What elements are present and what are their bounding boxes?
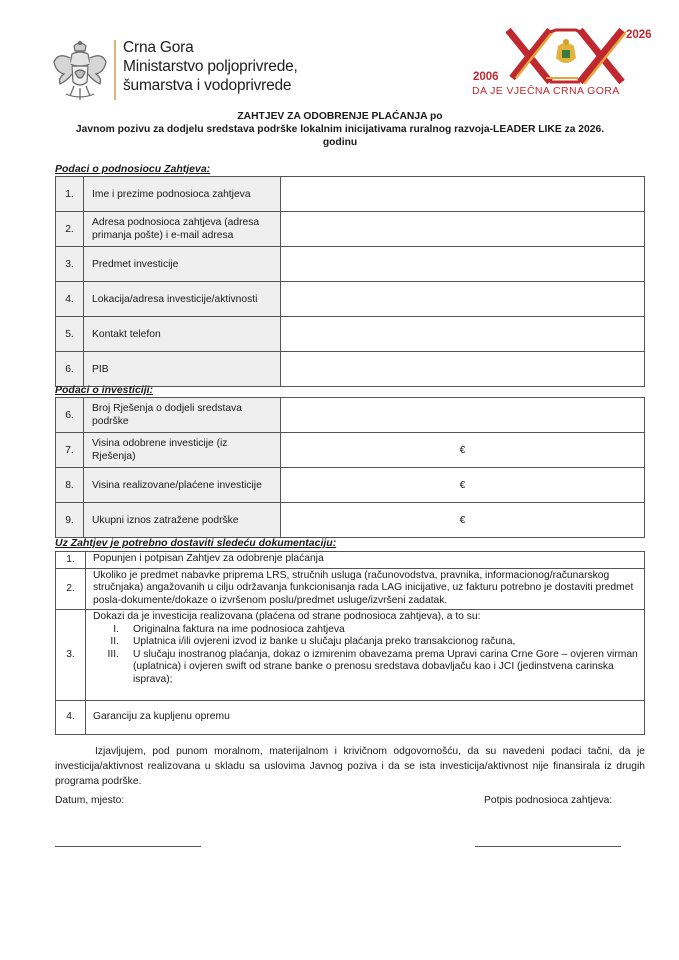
item-text: Dokazi da je investicija realizovana (plaćena od strane podnosioca zahtjeva), a to su: xyxy=(93,611,481,622)
ministry-line-name-cont: šumarstva i vodoprivrede xyxy=(123,77,292,94)
subitem-number: II. xyxy=(110,636,119,647)
anniversary-motto: DA JE VJEČNA CRNA GORA xyxy=(472,85,620,97)
pib-field[interactable] xyxy=(281,352,645,387)
applicant-table xyxy=(55,176,645,387)
declaration-paragraph xyxy=(55,744,645,789)
table-row xyxy=(56,317,645,352)
item-number: 2. xyxy=(56,568,86,610)
ministry-line-country: Crna Gora xyxy=(123,39,194,56)
subitem-number: I. xyxy=(113,623,119,635)
applicant-name-field[interactable] xyxy=(281,177,645,212)
row-label: Lokacija/adresa investicije/aktivnosti xyxy=(84,282,281,317)
contact-phone-field[interactable] xyxy=(281,317,645,352)
item-number: 3. xyxy=(56,610,86,701)
decision-number-field[interactable] xyxy=(281,398,645,433)
approved-investment-field[interactable]: € xyxy=(281,433,645,468)
table-row xyxy=(56,433,645,468)
item-text-block xyxy=(86,610,645,701)
investment-subject-field[interactable] xyxy=(281,247,645,282)
table-row xyxy=(56,398,645,433)
row-number: 2. xyxy=(56,212,84,247)
investment-table xyxy=(55,397,645,538)
row-number: 7. xyxy=(56,433,84,468)
gold-eagle-emblem xyxy=(556,39,576,63)
item-number: 4. xyxy=(56,701,86,735)
table-row xyxy=(56,701,645,735)
item-text: Popunjen i potpisan Zahtjev za odobrenje plaćanja xyxy=(86,552,645,569)
date-place-label: Datum, mjesto: xyxy=(55,795,125,806)
document-title: ZAHTJEV ZA ODOBRENJE PLAĆANJA po xyxy=(237,111,443,122)
anniversary-logo xyxy=(462,22,658,106)
table-row xyxy=(56,610,645,701)
signature-label: Potpis podnosioca zahtjeva: xyxy=(484,795,613,806)
subitem-text: Originalna faktura na ime podnosioca zahtjeva xyxy=(133,623,345,635)
investment-section-heading: Podaci o investiciji: xyxy=(55,384,154,396)
anniversary-year-start: 2006 xyxy=(473,71,499,83)
item-text: Garanciju za kupljenu opremu xyxy=(86,701,645,735)
xx-anniversary-icon xyxy=(506,28,626,84)
documentation-section-heading: Uz Zahtjev je potrebno dostaviti sledeću dokumentaciju: xyxy=(55,537,337,549)
ministry-name xyxy=(123,38,298,95)
row-number: 4. xyxy=(56,282,84,317)
subitem-text: Uplatnica i/ili ovjereni izvod iz banke u slučaju plaćanja preko transakcionog računa, xyxy=(133,636,516,647)
subitem xyxy=(93,624,638,637)
table-row xyxy=(56,503,645,538)
subitem-number: III. xyxy=(107,648,119,660)
table-row xyxy=(56,552,645,569)
row-number: 9. xyxy=(56,503,84,538)
signature-line[interactable] xyxy=(475,846,621,847)
row-label: Ime i prezime podnosioca zahtjeva xyxy=(84,177,281,212)
document-subtitle: Javnom pozivu za dodjelu sredstava podrške lokalnim inicijativama ruralnog razvoja-LEADER LIKE za 2026. xyxy=(75,124,605,135)
row-number: 3. xyxy=(56,247,84,282)
row-label: Broj Rješenja o dodjeli sredstava podrške xyxy=(84,398,281,433)
table-row xyxy=(56,568,645,610)
declaration-text: Izjavljujem, pod punom moralnom, materijalnom i krivičnom odgovornošću, da su navedeni podaci tačni, da je investicija/aktivnost realizovana u skladu sa uslovima Javnog poziva i da se ista investicija/aktivnost nije finansirala iz drugih programa podrške. xyxy=(55,746,645,787)
row-label: Ukupni iznos zatražene podrške xyxy=(84,503,281,538)
document-header xyxy=(0,0,679,105)
table-row xyxy=(56,352,645,387)
anniversary-year-end: 2026 xyxy=(626,29,652,41)
table-row xyxy=(56,468,645,503)
row-number: 6. xyxy=(56,398,84,433)
montenegro-coat-of-arms-icon xyxy=(50,38,110,102)
row-number: 5. xyxy=(56,317,84,352)
item-text: Ukoliko je predmet nabavke priprema LRS, stručnih usluga (računovodstva, pravnika, informacionog/računarskog stručnjaka) angažovanih u cilju održavanja funkcionisanja rada LAG inicijative, uz fakturu potrebno je dostaviti predmet posla-dokumente/dokaze o izvršenom poslu/predmet usluge/izvršeni zadatak. xyxy=(86,568,645,610)
table-row xyxy=(56,282,645,317)
documentation-table xyxy=(55,551,645,735)
applicant-address-field[interactable] xyxy=(281,212,645,247)
item-number: 1. xyxy=(56,552,86,569)
realized-investment-field[interactable]: € xyxy=(281,468,645,503)
applicant-section-heading: Podaci o podnosiocu Zahtjeva: xyxy=(55,163,211,175)
table-row xyxy=(56,212,645,247)
row-label: Predmet investicije xyxy=(84,247,281,282)
table-row xyxy=(56,177,645,212)
subitem-text: U slučaju inostranog plaćanja, dokaz o izmirenim obavezama prema Upravi carina Crne Gore – ovjeren virman (uplatnica) i ovjeren swift od strane banke o prenosu sredstava dobavljaču kao i JCI (jedinstvena carinska isprava); xyxy=(133,648,638,685)
row-label: PIB xyxy=(84,352,281,387)
row-number: 8. xyxy=(56,468,84,503)
table-row xyxy=(56,247,645,282)
ministry-line-name: Ministarstvo poljoprivrede, xyxy=(123,58,298,75)
document-subtitle-cont: godinu xyxy=(322,137,358,148)
row-label: Visina odobrene investicije (iz Rješenja) xyxy=(84,433,281,468)
row-label: Visina realizovane/plaćene investicije xyxy=(84,468,281,503)
row-label: Kontakt telefon xyxy=(84,317,281,352)
row-number: 1. xyxy=(56,177,84,212)
subitem xyxy=(93,649,638,687)
requested-support-field[interactable]: € xyxy=(281,503,645,538)
logo-divider xyxy=(114,40,116,100)
subitem xyxy=(93,636,638,649)
row-label: Adresa podnosioca zahtjeva (adresa primanja pošte) i e-mail adresa xyxy=(84,212,281,247)
investment-location-field[interactable] xyxy=(281,282,645,317)
row-number: 6. xyxy=(56,352,84,387)
date-place-line[interactable] xyxy=(55,846,201,847)
